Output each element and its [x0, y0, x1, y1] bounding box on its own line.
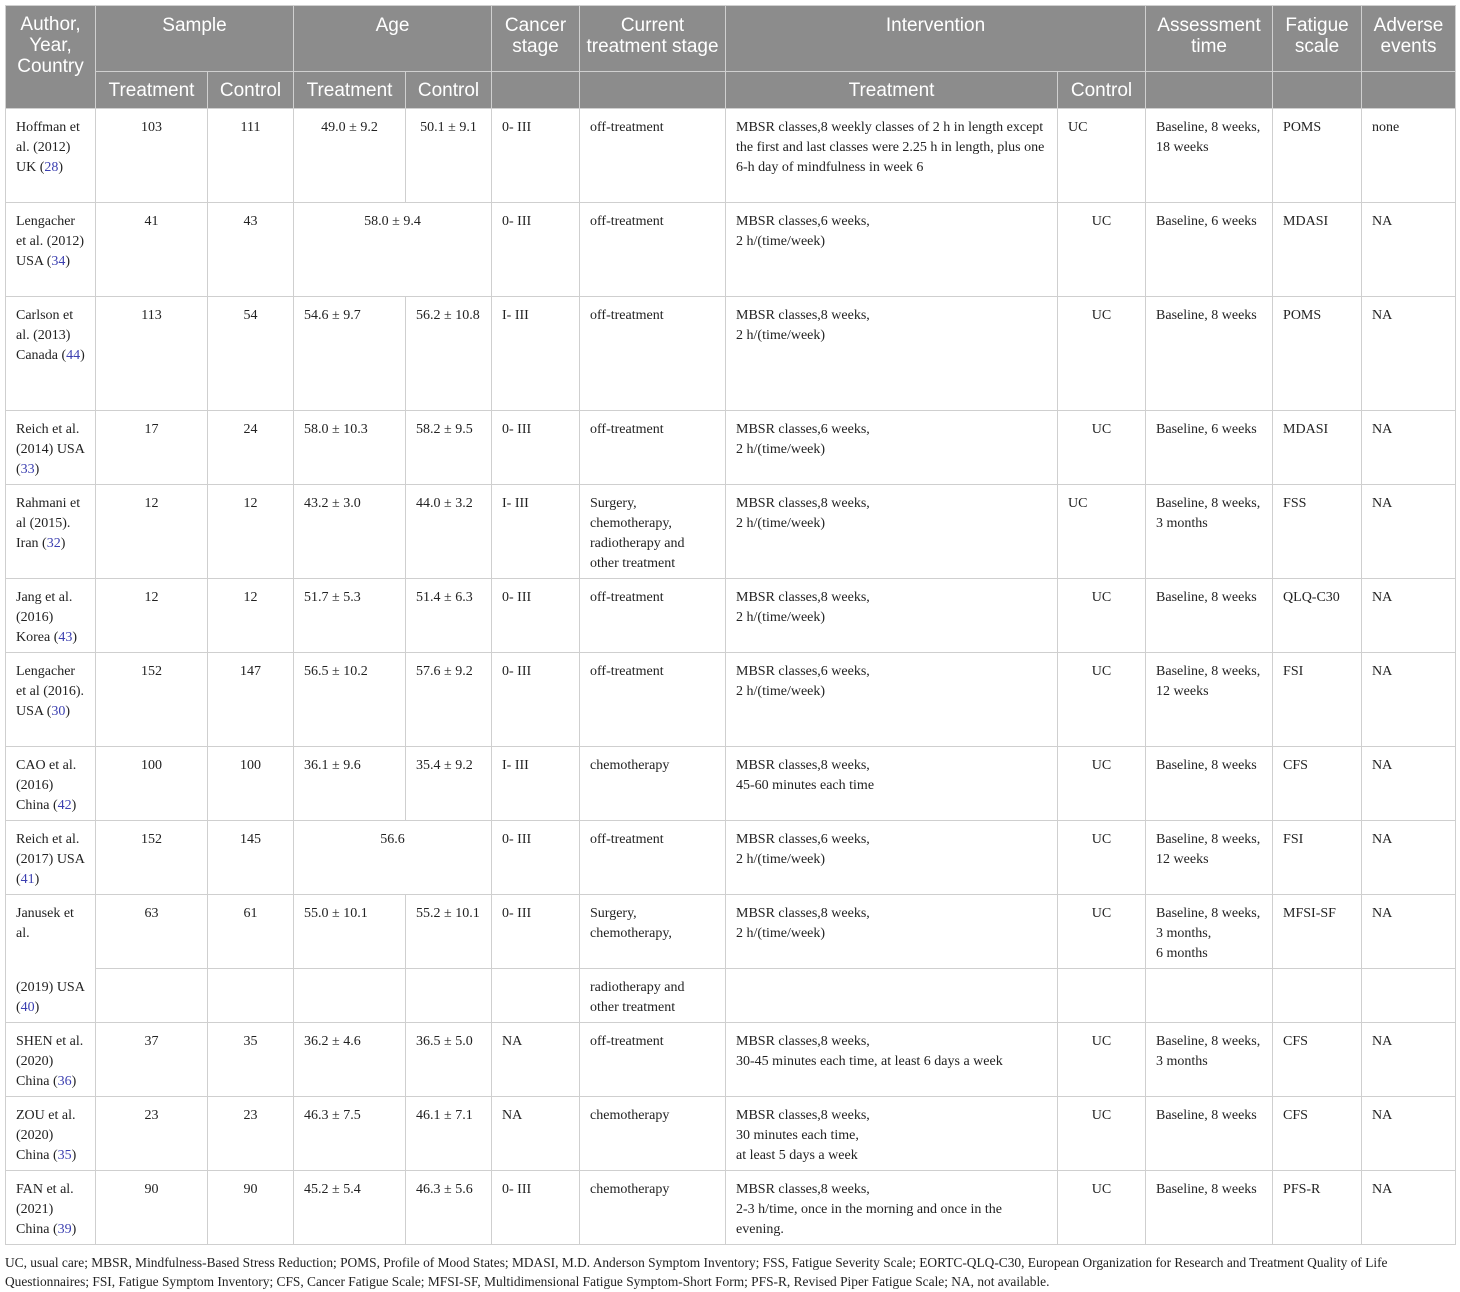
sample-treatment-cell: 17: [96, 411, 208, 485]
intervention-treatment-cell: MBSR classes,6 weeks, 2 h/(time/week): [726, 203, 1058, 297]
empty-cell: [294, 969, 406, 1023]
current-treatment-cell: off-treatment: [580, 821, 726, 895]
intervention-control-cell: UC: [1058, 1023, 1146, 1097]
header-empty: [1362, 72, 1456, 109]
intervention-control-cell: UC: [1058, 1171, 1146, 1245]
cancer-stage-cell: I- III: [492, 747, 580, 821]
intervention-control-cell: UC: [1058, 821, 1146, 895]
cancer-stage-cell: 0- III: [492, 1171, 580, 1245]
author-cell: Jang et al. (2016) Korea (43): [6, 579, 96, 653]
citation-link[interactable]: 34: [51, 254, 66, 269]
current-treatment-cell: off-treatment: [580, 203, 726, 297]
intervention-control-cell: UC: [1058, 1097, 1146, 1171]
table-row: [6, 969, 1456, 1023]
adverse-events-cell: NA: [1362, 895, 1456, 969]
sample-control-cell: 147: [208, 653, 294, 747]
sample-control-cell: 54: [208, 297, 294, 411]
cancer-stage-cell: NA: [492, 1097, 580, 1171]
age-treatment-cell: 58.0 ± 10.3: [294, 411, 406, 485]
header-age: Age: [294, 6, 492, 72]
empty-cell: [96, 969, 208, 1023]
assessment-time-cell: Baseline, 8 weeks: [1146, 579, 1273, 653]
cancer-stage-cell: 0- III: [492, 411, 580, 485]
citation-link[interactable]: 32: [46, 536, 61, 551]
fatigue-scale-cell: FSS: [1273, 485, 1362, 579]
age-treatment-cell: 51.7 ± 5.3: [294, 579, 406, 653]
assessment-time-cell: Baseline, 8 weeks, 3 months, 6 months: [1146, 895, 1273, 969]
study-characteristics-table-wrapper: [5, 5, 1455, 1245]
citation-link[interactable]: 33: [20, 462, 35, 477]
table-row: [6, 485, 1456, 579]
table-row: [6, 1023, 1456, 1097]
intervention-treatment-cell: MBSR classes,6 weeks, 2 h/(time/week): [726, 411, 1058, 485]
sample-control-cell: 111: [208, 109, 294, 203]
author-cell: (2019) USA (40): [6, 969, 96, 1023]
sample-treatment-cell: 152: [96, 653, 208, 747]
citation-link[interactable]: 30: [51, 704, 66, 719]
current-treatment-cell: Surgery, chemotherapy,: [580, 895, 726, 969]
study-characteristics-table: [5, 5, 1456, 1245]
adverse-events-cell: NA: [1362, 1023, 1456, 1097]
citation-link[interactable]: 42: [57, 798, 72, 813]
citation-link[interactable]: 44: [66, 348, 81, 363]
table-row: [6, 895, 1456, 969]
sample-control-cell: 35: [208, 1023, 294, 1097]
sample-control-cell: 43: [208, 203, 294, 297]
intervention-control-cell: UC: [1058, 109, 1146, 203]
current-treatment-cell: Surgery, chemotherapy, radiotherapy and other treatment: [580, 485, 726, 579]
adverse-events-cell: NA: [1362, 653, 1456, 747]
table-row: [6, 821, 1456, 895]
current-treatment-cell: chemotherapy: [580, 747, 726, 821]
sample-treatment-cell: 113: [96, 297, 208, 411]
intervention-treatment-cell: MBSR classes,8 weekly classes of 2 h in length except the first and last classes were 2.25 h in length, plus one 6-h day of mindfulness in week 6: [726, 109, 1058, 203]
author-cell: Reich et al. (2014) USA (33): [6, 411, 96, 485]
header-empty: [1273, 72, 1362, 109]
header-author: Author, Year, Country: [6, 6, 96, 109]
sample-treatment-cell: 41: [96, 203, 208, 297]
empty-cell: [208, 969, 294, 1023]
header-empty: [1146, 72, 1273, 109]
fatigue-scale-cell: CFS: [1273, 747, 1362, 821]
age-control-cell: 51.4 ± 6.3: [406, 579, 492, 653]
cancer-stage-cell: 0- III: [492, 109, 580, 203]
table-row: [6, 653, 1456, 747]
header-fatigue-scale: Fatigue scale: [1273, 6, 1362, 72]
adverse-events-cell: NA: [1362, 1097, 1456, 1171]
sample-treatment-cell: 37: [96, 1023, 208, 1097]
empty-cell: [1362, 969, 1456, 1023]
table-row: [6, 579, 1456, 653]
intervention-control-cell: UC: [1058, 297, 1146, 411]
author-cell: FAN et al. (2021) China (39): [6, 1171, 96, 1245]
table-row: [6, 297, 1456, 411]
fatigue-scale-cell: FSI: [1273, 821, 1362, 895]
citation-link[interactable]: 28: [44, 160, 59, 175]
empty-cell: [1273, 969, 1362, 1023]
sample-treatment-cell: 12: [96, 579, 208, 653]
header-sample-control: Control: [208, 72, 294, 109]
sample-control-cell: 90: [208, 1171, 294, 1245]
sample-treatment-cell: 152: [96, 821, 208, 895]
table-footnote: UC, usual care; MBSR, Mindfulness-Based Stress Reduction; POMS, Profile of Mood States; MDASI, M.D. Anderson Symptom Inventory; FSS, Fatigue Severity Scale; EORTC-QLQ-C30, European Organization for Research and Treatment Quality of Life Questionnaires; FSI, Fatigue Symptom Inventory; CFS, Cancer Fatigue Scale; MFSI-SF, Multidimensional Fatigue Symptom-Short Form; PFS-R, Revised Piper Fatigue Scale; NA, not available.: [5, 1255, 1388, 1289]
assessment-time-cell: Baseline, 6 weeks: [1146, 203, 1273, 297]
age-treatment-cell: 49.0 ± 9.2: [294, 109, 406, 203]
age-control-cell: 50.1 ± 9.1: [406, 109, 492, 203]
adverse-events-cell: NA: [1362, 485, 1456, 579]
table-row: [6, 1171, 1456, 1245]
age-control-cell: 56.2 ± 10.8: [406, 297, 492, 411]
age-treatment-cell: 36.2 ± 4.6: [294, 1023, 406, 1097]
table-row: [6, 203, 1456, 297]
empty-cell: [726, 969, 1058, 1023]
sample-treatment-cell: 12: [96, 485, 208, 579]
cancer-stage-cell: 0- III: [492, 821, 580, 895]
author-cell: Hoffman et al. (2012) UK (28): [6, 109, 96, 203]
fatigue-scale-cell: MDASI: [1273, 203, 1362, 297]
table-row: [6, 411, 1456, 485]
sample-control-cell: 100: [208, 747, 294, 821]
age-treatment-cell: 55.0 ± 10.1: [294, 895, 406, 969]
intervention-treatment-cell: MBSR classes,8 weeks, 2 h/(time/week): [726, 485, 1058, 579]
sample-control-cell: 12: [208, 579, 294, 653]
fatigue-scale-cell: CFS: [1273, 1097, 1362, 1171]
table-row: [6, 109, 1456, 203]
citation-link[interactable]: 39: [57, 1222, 72, 1237]
header-empty: [580, 72, 726, 109]
intervention-treatment-cell: MBSR classes,6 weeks, 2 h/(time/week): [726, 653, 1058, 747]
fatigue-scale-cell: POMS: [1273, 109, 1362, 203]
author-cell: CAO et al. (2016) China (42): [6, 747, 96, 821]
sample-control-cell: 23: [208, 1097, 294, 1171]
age-control-cell: 46.3 ± 5.6: [406, 1171, 492, 1245]
sample-treatment-cell: 90: [96, 1171, 208, 1245]
assessment-time-cell: Baseline, 6 weeks: [1146, 411, 1273, 485]
current-treatment-cell: off-treatment: [580, 653, 726, 747]
current-treatment-cell: radiotherapy and other treatment: [580, 969, 726, 1023]
current-treatment-cell: off-treatment: [580, 297, 726, 411]
fatigue-scale-cell: MDASI: [1273, 411, 1362, 485]
intervention-control-cell: UC: [1058, 411, 1146, 485]
sample-control-cell: 61: [208, 895, 294, 969]
header-current-treatment-stage: Current treatment stage: [580, 6, 726, 72]
intervention-control-cell: UC: [1058, 653, 1146, 747]
cancer-stage-cell: 0- III: [492, 203, 580, 297]
fatigue-scale-cell: PFS-R: [1273, 1171, 1362, 1245]
current-treatment-cell: chemotherapy: [580, 1097, 726, 1171]
sample-treatment-cell: 23: [96, 1097, 208, 1171]
cancer-stage-cell: 0- III: [492, 895, 580, 969]
age-treatment-cell: 36.1 ± 9.6: [294, 747, 406, 821]
empty-cell: [1146, 969, 1273, 1023]
age-treatment-cell: 56.5 ± 10.2: [294, 653, 406, 747]
age-control-cell: 35.4 ± 9.2: [406, 747, 492, 821]
sample-control-cell: 24: [208, 411, 294, 485]
current-treatment-cell: off-treatment: [580, 579, 726, 653]
intervention-control-cell: UC: [1058, 579, 1146, 653]
adverse-events-cell: NA: [1362, 1171, 1456, 1245]
age-combined-cell: 56.6: [294, 821, 492, 895]
author-cell: Carlson et al. (2013) Canada (44): [6, 297, 96, 411]
intervention-treatment-cell: MBSR classes,8 weeks, 30 minutes each time, at least 5 days a week: [726, 1097, 1058, 1171]
cancer-stage-cell: I- III: [492, 297, 580, 411]
assessment-time-cell: Baseline, 8 weeks, 18 weeks: [1146, 109, 1273, 203]
author-cell: Reich et al. (2017) USA (41): [6, 821, 96, 895]
assessment-time-cell: Baseline, 8 weeks, 3 months: [1146, 1023, 1273, 1097]
cancer-stage-cell: NA: [492, 1023, 580, 1097]
age-control-cell: 44.0 ± 3.2: [406, 485, 492, 579]
author-cell: Lengacher et al. (2012) USA (34): [6, 203, 96, 297]
fatigue-scale-cell: FSI: [1273, 653, 1362, 747]
age-treatment-cell: 54.6 ± 9.7: [294, 297, 406, 411]
cancer-stage-cell: 0- III: [492, 653, 580, 747]
age-control-cell: 36.5 ± 5.0: [406, 1023, 492, 1097]
current-treatment-cell: off-treatment: [580, 411, 726, 485]
current-treatment-cell: off-treatment: [580, 109, 726, 203]
table-row: [6, 1097, 1456, 1171]
citation-link[interactable]: 43: [58, 630, 73, 645]
intervention-treatment-cell: MBSR classes,8 weeks, 2-3 h/time, once in the morning and once in the evening.: [726, 1171, 1058, 1245]
author-cell: ZOU et al. (2020) China (35): [6, 1097, 96, 1171]
citation-link[interactable]: 40: [20, 999, 35, 1015]
header-age-treatment: Treatment: [294, 72, 406, 109]
adverse-events-cell: NA: [1362, 297, 1456, 411]
intervention-control-cell: UC: [1058, 485, 1146, 579]
header-assessment-time: Assessment time: [1146, 6, 1273, 72]
adverse-events-cell: none: [1362, 109, 1456, 203]
age-control-cell: 57.6 ± 9.2: [406, 653, 492, 747]
header-sample-treatment: Treatment: [96, 72, 208, 109]
header-intervention-control: Control: [1058, 72, 1146, 109]
assessment-time-cell: Baseline, 8 weeks, 3 months: [1146, 485, 1273, 579]
citation-link[interactable]: 36: [57, 1074, 72, 1089]
intervention-control-cell: UC: [1058, 747, 1146, 821]
fatigue-scale-cell: POMS: [1273, 297, 1362, 411]
intervention-treatment-cell: MBSR classes,8 weeks, 2 h/(time/week): [726, 895, 1058, 969]
sample-treatment-cell: 63: [96, 895, 208, 969]
assessment-time-cell: Baseline, 8 weeks: [1146, 1097, 1273, 1171]
assessment-time-cell: Baseline, 8 weeks: [1146, 1171, 1273, 1245]
table-row: [6, 747, 1456, 821]
age-treatment-cell: 46.3 ± 7.5: [294, 1097, 406, 1171]
cancer-stage-cell: 0- III: [492, 579, 580, 653]
adverse-events-cell: NA: [1362, 821, 1456, 895]
header-adverse-events: Adverse events: [1362, 6, 1456, 72]
age-control-cell: 55.2 ± 10.1: [406, 895, 492, 969]
author-cell: SHEN et al. (2020) China (36): [6, 1023, 96, 1097]
header-cancer-stage: Cancer stage: [492, 6, 580, 72]
adverse-events-cell: NA: [1362, 411, 1456, 485]
fatigue-scale-cell: MFSI-SF: [1273, 895, 1362, 969]
age-treatment-cell: 43.2 ± 3.0: [294, 485, 406, 579]
cancer-stage-cell: I- III: [492, 485, 580, 579]
adverse-events-cell: NA: [1362, 203, 1456, 297]
sample-control-cell: 145: [208, 821, 294, 895]
empty-cell: [1058, 969, 1146, 1023]
intervention-treatment-cell: MBSR classes,8 weeks, 30-45 minutes each time, at least 6 days a week: [726, 1023, 1058, 1097]
intervention-treatment-cell: MBSR classes,8 weeks, 45-60 minutes each time: [726, 747, 1058, 821]
age-treatment-cell: 45.2 ± 5.4: [294, 1171, 406, 1245]
sample-treatment-cell: 100: [96, 747, 208, 821]
assessment-time-cell: Baseline, 8 weeks, 12 weeks: [1146, 821, 1273, 895]
fatigue-scale-cell: CFS: [1273, 1023, 1362, 1097]
table-header: [6, 6, 1456, 109]
fatigue-scale-cell: QLQ-C30: [1273, 579, 1362, 653]
author-cell: Lengacher et al (2016). USA (30): [6, 653, 96, 747]
intervention-control-cell: UC: [1058, 203, 1146, 297]
adverse-events-cell: NA: [1362, 747, 1456, 821]
intervention-treatment-cell: MBSR classes,6 weeks, 2 h/(time/week): [726, 821, 1058, 895]
table-body: [6, 109, 1456, 1245]
author-cell: Janusek et al.: [6, 895, 96, 969]
header-sample: Sample: [96, 6, 294, 72]
author-cell: Rahmani et al (2015). Iran (32): [6, 485, 96, 579]
header-age-control: Control: [406, 72, 492, 109]
header-empty: [492, 72, 580, 109]
assessment-time-cell: Baseline, 8 weeks: [1146, 747, 1273, 821]
sample-control-cell: 12: [208, 485, 294, 579]
age-control-cell: 58.2 ± 9.5: [406, 411, 492, 485]
intervention-treatment-cell: MBSR classes,8 weeks, 2 h/(time/week): [726, 579, 1058, 653]
citation-link[interactable]: 35: [57, 1148, 72, 1163]
current-treatment-cell: off-treatment: [580, 1023, 726, 1097]
header-intervention-treatment: Treatment: [726, 72, 1058, 109]
sample-treatment-cell: 103: [96, 109, 208, 203]
intervention-control-cell: UC: [1058, 895, 1146, 969]
empty-cell: [492, 969, 580, 1023]
header-intervention: Intervention: [726, 6, 1146, 72]
empty-cell: [406, 969, 492, 1023]
age-combined-cell: 58.0 ± 9.4: [294, 203, 492, 297]
current-treatment-cell: chemotherapy: [580, 1171, 726, 1245]
assessment-time-cell: Baseline, 8 weeks, 12 weeks: [1146, 653, 1273, 747]
citation-link[interactable]: 41: [20, 872, 35, 887]
assessment-time-cell: Baseline, 8 weeks: [1146, 297, 1273, 411]
intervention-treatment-cell: MBSR classes,8 weeks, 2 h/(time/week): [726, 297, 1058, 411]
age-control-cell: 46.1 ± 7.1: [406, 1097, 492, 1171]
adverse-events-cell: NA: [1362, 579, 1456, 653]
